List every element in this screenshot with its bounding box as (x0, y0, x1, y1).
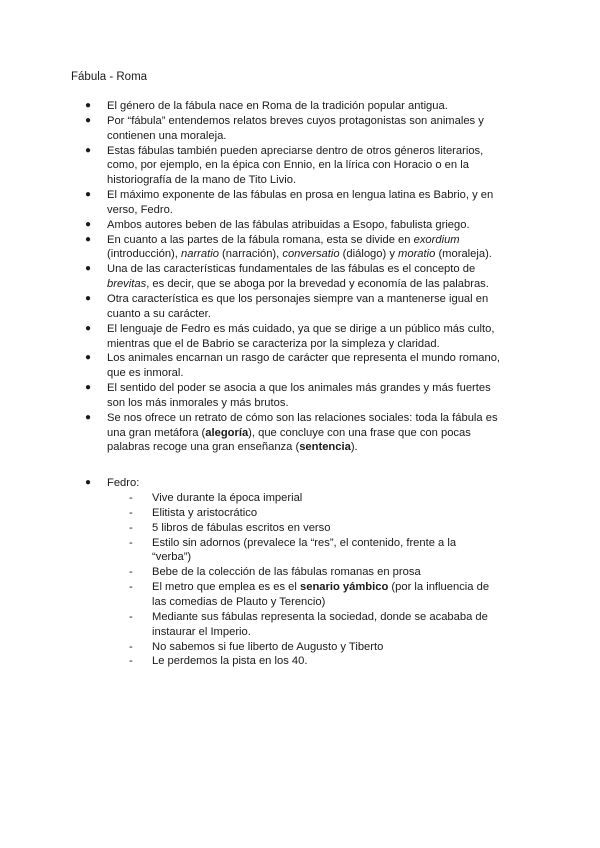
list-item: ● Por “fábula” entendemos relatos breves cuyos protagonistas son animales y contienen una moraleja. (85, 114, 484, 142)
bullet-icon: ● (85, 144, 92, 156)
list-item: ● El género de la fábula nace en Roma de la tradición popular antigua. (85, 100, 448, 112)
dash-icon: - (129, 566, 133, 579)
bullet-icon: ● (85, 382, 92, 394)
fedro-label: Fedro: (107, 477, 140, 490)
sub-list-item: - No sabemos si fue liberto de Augusto y Tiberto (129, 640, 384, 653)
list-item: ● Otra característica es que los personajes siempre van a mantenerse igual en cuanto a su carácter. (85, 292, 489, 320)
dash-icon: - (129, 492, 133, 505)
sub-list-item: - Vive durante la época imperial (129, 492, 303, 505)
term-senario-yambico: senario yámbico (300, 581, 389, 594)
list-item-fedro (85, 476, 505, 669)
bullet-icon: ● (85, 263, 92, 275)
list-item: ● Ambos autores beben de las fábulas atribuidas a Esopo, fabulista griego. (85, 218, 470, 231)
sub-list-item: - El metro que emplea es es el senario yámbico (por la influencia de las comedias de Plauto y Terencio) (129, 581, 490, 608)
dash-icon: - (129, 581, 133, 594)
list-item: ● El sentido del poder se asocia a que los animales más grandes y más fuertes son los más inmorales y más brutos. (85, 382, 491, 409)
term-moratio: moratio (398, 248, 436, 261)
list-item: ● Una de las características fundamentales de las fábulas es el concepto de brevitas, es decir, que se aboga por la brevedad y economía de las palabras. (85, 263, 489, 291)
sub-list-item: - Le perdemos la pista en los 40. (129, 655, 308, 668)
list-item: ● Los animales encarnan un rasgo de carácter que representa el mundo romano, que es inmoral. (85, 352, 501, 380)
bullet-icon: ● (85, 218, 92, 230)
term-exordium: exordium (413, 233, 460, 246)
bullet-icon: ● (85, 292, 92, 304)
sub-list-item: - Mediante sus fábulas representa la sociedad, donde se acababa de instaurar el Imperio. (129, 610, 488, 638)
list-item: ● Se nos ofrece un retrato de cómo son las relaciones sociales: toda la fábula es una gran metáfora (alegoría), que concluye con una frase que con pocas palabras recoge una gran enseñanza (sentencia). (85, 411, 498, 454)
dash-icon: - (129, 506, 133, 519)
term-conversatio: conversatio (282, 248, 340, 261)
list-item: ● Estas fábulas también pueden apreciarse dentro de otros géneros literarios, como, por ejemplo, en la épica con Ennio, en la lírica con Horacio o en la historiografía de la mano de Tito Livio. (85, 144, 484, 187)
fedro-sublist (129, 491, 492, 669)
list-item: ● En cuanto a las partes de la fábula romana, esta se divide en exordium (introducción), narratio (narración), conversatio (diálogo) y moratio (moraleja). (85, 233, 492, 261)
term-alegoria: alegoría (205, 426, 249, 439)
bullet-icon: ● (85, 352, 92, 364)
bullet-icon: ● (85, 233, 92, 245)
dash-icon: - (129, 521, 133, 534)
list-item: ● El lenguaje de Fedro es más cuidado, ya que se dirige a un público más culto, mientras que el de Babrio se caracteriza por la simpleza y claridad. (85, 322, 495, 350)
sub-list-item: - 5 libros de fábulas escritos en verso (129, 521, 331, 534)
bullet-icon: ● (85, 322, 92, 334)
dash-icon: - (129, 640, 133, 653)
bullet-icon: ● (85, 100, 92, 111)
bullet-icon: ● (85, 189, 92, 201)
bullet-icon: ● (85, 411, 92, 423)
sub-list-item: - Estilo sin adornos (prevalece la “res”, el contenido, frente a la “verba”) (129, 536, 457, 564)
bullet-list (85, 99, 505, 669)
bullet-icon: ● (85, 114, 92, 126)
bullet-icon: ● (85, 477, 92, 489)
term-narratio: narratio (181, 248, 219, 261)
list-spacer (85, 455, 505, 476)
term-sentencia: sentencia (299, 441, 351, 454)
dash-icon: - (129, 610, 133, 623)
sub-list-item: - Elitista y aristocrático (129, 506, 258, 519)
term-brevitas: brevitas (107, 278, 147, 291)
dash-icon: - (129, 655, 133, 668)
sub-list-item: - Bebe de la colección de las fábulas romanas en prosa (129, 566, 421, 579)
list-item: ● El máximo exponente de las fábulas en prosa en lengua latina es Babrio, y en verso, Fedro. (85, 189, 494, 216)
dash-icon: - (129, 536, 133, 549)
document-title: Fábula - Roma (71, 71, 148, 83)
